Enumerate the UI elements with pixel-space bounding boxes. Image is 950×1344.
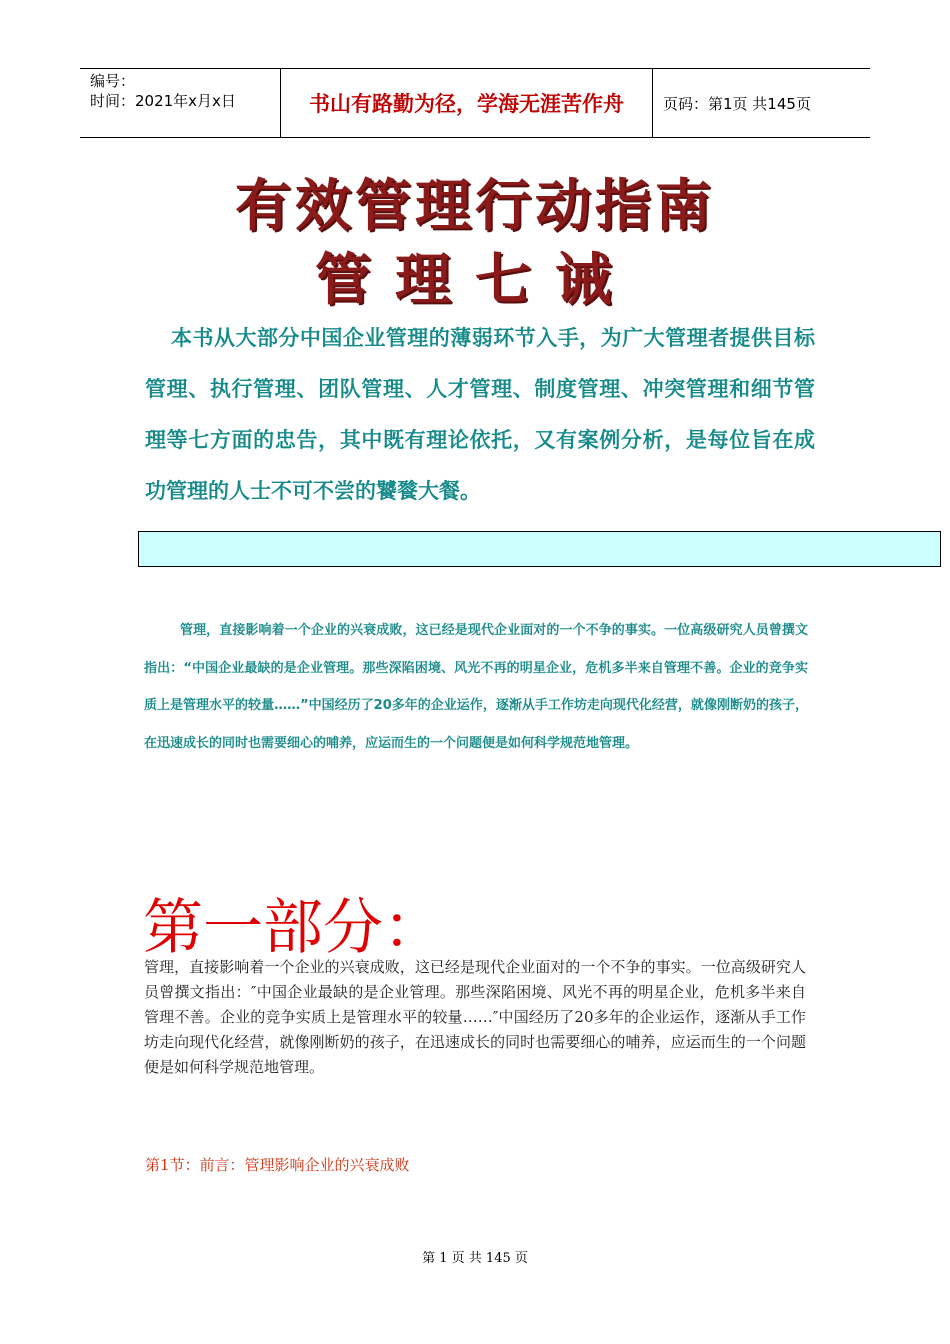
part-heading: 第一部分： bbox=[143, 893, 443, 963]
header-page-info: 页码：第1页 共145页 bbox=[663, 94, 811, 113]
time-label: 时间：2021年x月x日 bbox=[90, 92, 236, 110]
header-left-cell bbox=[80, 69, 281, 137]
intro-paragraph: 本书从大部分中国企业管理的薄弱环节入手，为广大管理者提供目标管理、执行管理、团队管理、人才管理、制度管理、冲突管理和细节管理等七方面的忠告，其中既有理论依托，又有案例分析，是每位旨在成功管理的人士不可不尝的饕餮大餐。 bbox=[145, 325, 815, 503]
document-title: 有效管理行动指南 bbox=[235, 173, 715, 239]
number-label: 编号： bbox=[90, 72, 136, 90]
page-footer: 第 1 页 共 145 页 bbox=[422, 1251, 528, 1266]
part-body-text: 管理，直接影响着一个企业的兴衰成败，这已经是现代企业面对的一个不争的事实。一位高级研究人员曾撰文指出：″中国企业最缺的是企业管理。那些深陷困境、风光不再的明星企业，危机多半来自管理不善。企业的竞争实质上是管理水平的较量……″中国经历了20多年的企业运作，逐渐从手工作坊走向现代化经营，就像刚断奶的孩子，在迅速成长的同时也需要细心的哺养，应运而生的一个问题便是如何科学规范地管理。 bbox=[144, 958, 806, 1076]
page-header bbox=[80, 68, 870, 138]
highlight-box bbox=[138, 531, 941, 567]
document-subtitle: 管理七诫 bbox=[315, 247, 635, 313]
section-title: 第1节：前言：管理影响企业的兴衰成败 bbox=[145, 1156, 410, 1174]
summary-paragraph: 管理，直接影响着一个企业的兴衰成败，这已经是现代企业面对的一个不争的事实。一位高级研究人员曾撰文指出：“中国企业最缺的是企业管理。那些深陷困境、风光不再的明星企业，危机多半来自管理不善。企业的竞争实质上是管理水平的较量……”中国经历了20多年的企业运作，逐渐从手工作坊走向现代化经营，就像刚断奶的孩子，在迅速成长的同时也需要细心的哺养，应运而生的一个问题便是如何科学规范地管理。 bbox=[144, 623, 808, 751]
header-motto: 书山有路勤为径，学海无涯苦作舟 bbox=[281, 69, 653, 137]
